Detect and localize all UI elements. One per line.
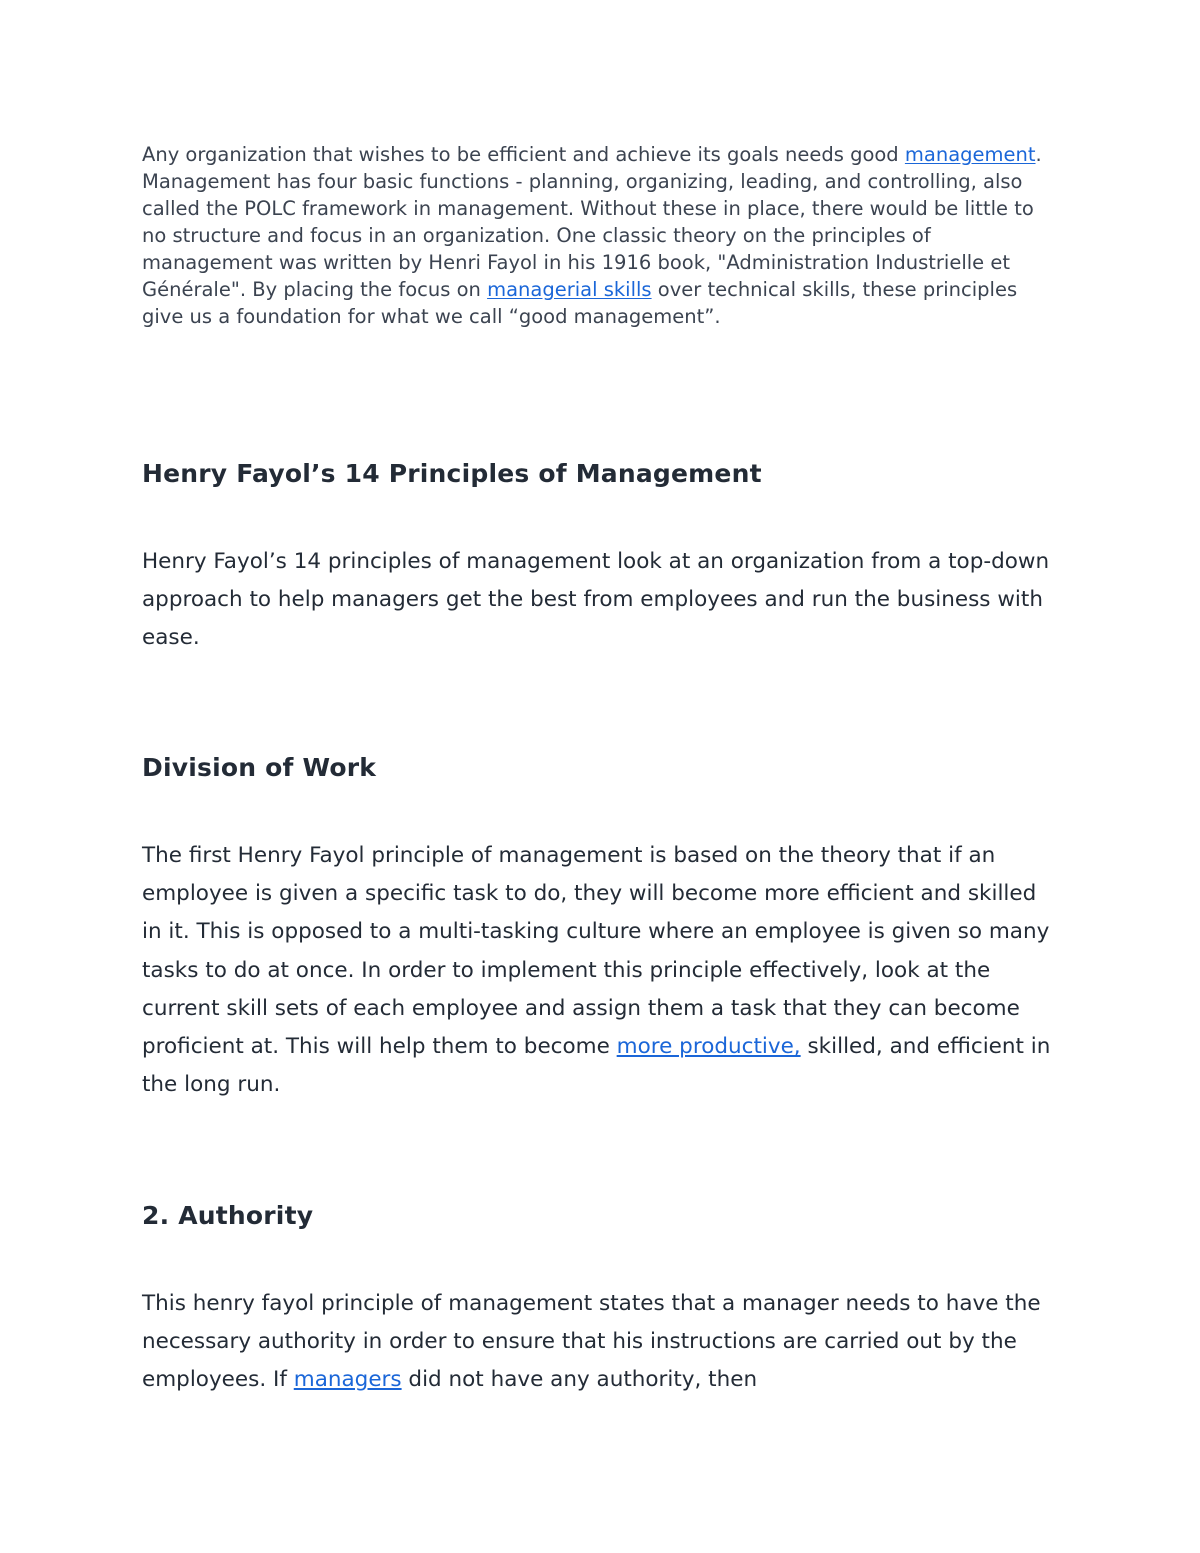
- division-text-2: skilled, and efficient in the long run.: [142, 1034, 1051, 1098]
- authority-text-1: This henry fayol principle of management states that a manager needs to have the necessary authority in order to ensure that his instructions are carried out by the employees. If: [142, 1291, 1041, 1393]
- principles-heading: Henry Fayol’s 14 Principles of Management: [142, 459, 762, 488]
- managerial-skills-link[interactable]: managerial skills: [487, 278, 652, 301]
- division-text-1: The first Henry Fayol principle of management is based on the theory that if an employee is given a specific task to do, they will become more efficient and skilled in it. This is opposed to a multi-tasking culture where an employee is given so many tasks to do at once. In order to implement this principle effectively, look at the current skill sets of each employee and assign them a task that they can become proficient at. This will help them to become: [142, 843, 1050, 1060]
- managers-link[interactable]: managers: [293, 1367, 402, 1393]
- division-of-work-heading: Division of Work: [142, 753, 377, 782]
- division-of-work-paragraph: [142, 837, 1062, 1104]
- authority-paragraph: [142, 1285, 1062, 1400]
- intro-text-3: over technical skills, these principles give us a foundation for what we call “good management”.: [142, 278, 1018, 328]
- management-link[interactable]: management: [904, 143, 1036, 166]
- more-productive-link[interactable]: more productive,: [616, 1034, 801, 1060]
- authority-text-2: did not have any authority, then: [401, 1367, 758, 1393]
- intro-text-2: . Management has four basic functions - planning, organizing, leading, and controlling, also called the POLC framework in management. Without these in place, there would be little to no structure and focus in an organization. One classic theory on the principles of management was written by Henri Fayol in his 1916 book, "Administration Industrielle et Générale". By placing the focus on: [142, 143, 1042, 301]
- authority-heading: 2. Authority: [142, 1201, 314, 1230]
- intro-paragraph: [142, 141, 1042, 330]
- principles-paragraph: Henry Fayol’s 14 principles of management look at an organization from a top-down approach to help managers get the best from employees and run the business with ease.: [142, 549, 1050, 651]
- intro-text-1: Any organization that wishes to be efficient and achieve its goals needs good: [142, 143, 905, 166]
